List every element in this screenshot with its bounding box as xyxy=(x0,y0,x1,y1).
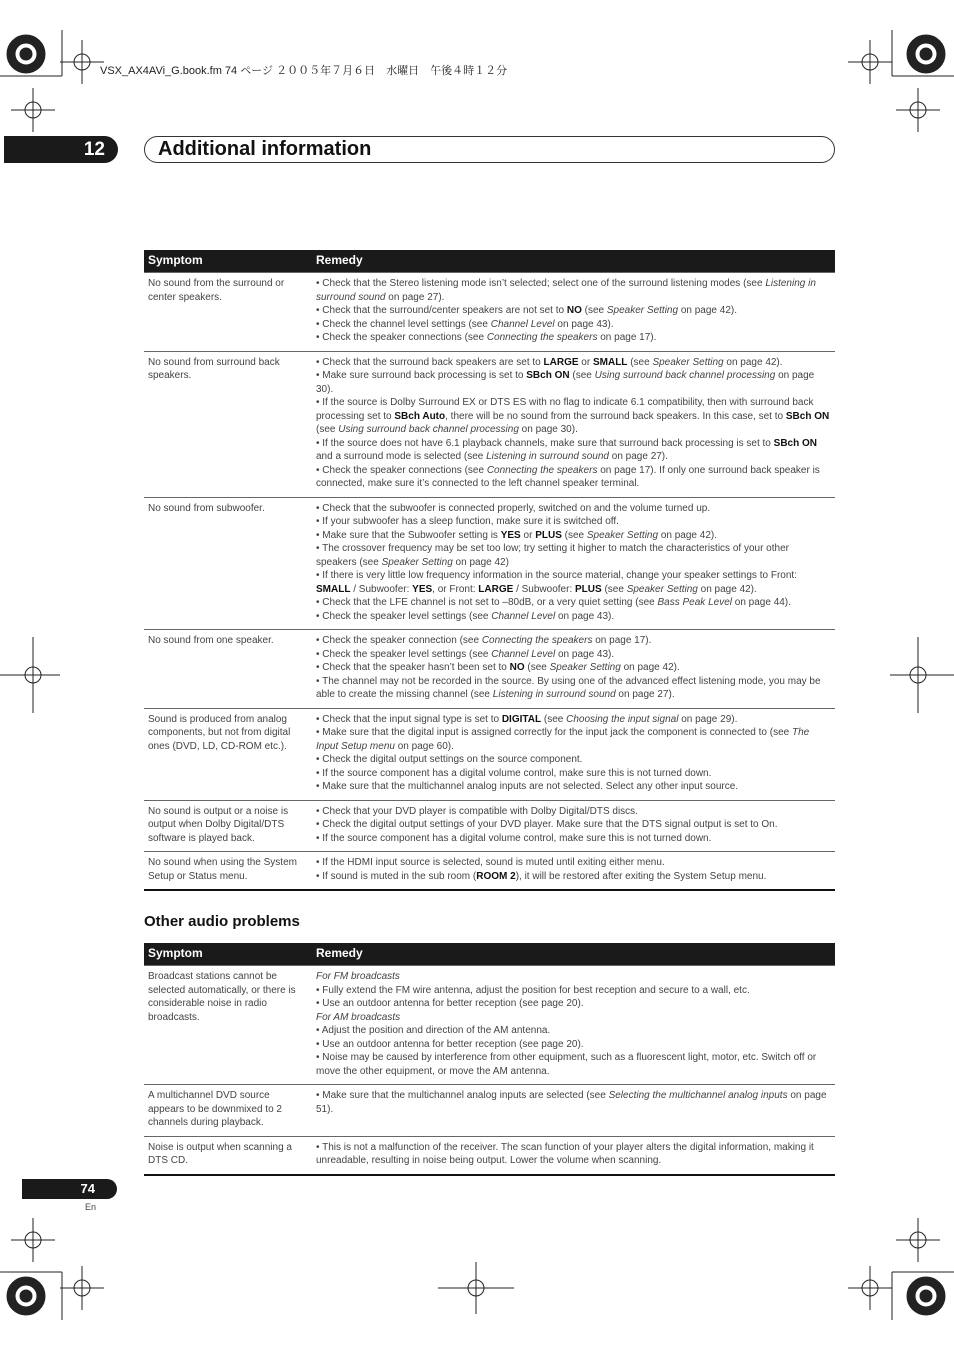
troubleshooting-table xyxy=(144,250,835,891)
remedy-cell xyxy=(312,708,835,800)
remedy-line: • Check the speaker level settings (see Channel Level on page 43). xyxy=(316,610,615,622)
table-row xyxy=(144,497,835,630)
table-header-row xyxy=(144,250,835,273)
chapter-number: 12 xyxy=(4,136,118,163)
remedy-line: • The crossover frequency may be set too low; try setting it higher to match the characteristics of your other speakers (see Speaker Setting on page 42) xyxy=(316,543,789,568)
remedy-line: • Check the digital output settings of your DVD player. Make sure that the DTS signal output is set to On. xyxy=(316,819,778,830)
remedy-line: • Adjust the position and direction of the AM antenna. xyxy=(316,1025,551,1036)
remedy-line: • Check the speaker connection (see Connecting the speakers on page 17). xyxy=(316,635,652,646)
chapter-title: Additional information xyxy=(158,138,372,160)
remedy-line: • Make sure that the digital input is assigned correctly for the input jack the component is connected to (see The Input Setup menu on page 60). xyxy=(316,727,810,752)
table-row xyxy=(144,800,835,852)
symptom-cell: Noise is output when scanning a DTS CD. xyxy=(144,1136,312,1175)
remedy-line: • Use an outdoor antenna for better reception (see page 20). xyxy=(316,998,584,1009)
symptom-cell: No sound is output or a noise is output when Dolby Digital/DTS software is played back. xyxy=(144,800,312,852)
remedy-line: • If the source component has a digital volume control, make sure this is not turned down. xyxy=(316,767,712,779)
remedy-line: • The channel may not be recorded in the source. By using one of the advanced effect listening mode, you may be able to create the missing channel (see Listening in surround sound on page 27). xyxy=(316,675,821,700)
remedy-line: • Check that the surround/center speakers are not set to NO (see Speaker Setting on page 42). xyxy=(316,305,737,316)
remedy-line: • If there is very little low frequency information in the source material, change your speaker settings to Front: SMALL / Subwoofer: YES, or Front: LARGE / Subwoofer: PLUS (see Speaker Setting on page 42). xyxy=(316,570,797,595)
remedy-line: • Check that the Stereo listening mode isn’t selected; select one of the surround listening modes (see Listening in surround sound on page 27). xyxy=(316,278,816,303)
remedy-line: • Use an outdoor antenna for better reception (see page 20). xyxy=(316,1038,584,1050)
remedy-line: • Check that your DVD player is compatible with Dolby Digital/DTS discs. xyxy=(316,805,638,817)
table-row xyxy=(144,852,835,891)
remedy-line: • If the source is Dolby Surround EX or DTS ES with no flag to indicate 6.1 compatibility, then with surround back processing set to SBch Auto, there will be no sound from the surround back speakers. In this case, set to SBch ON (see Using surround back channel processing on page 30). xyxy=(316,397,830,435)
symptom-cell: No sound from subwoofer. xyxy=(144,497,312,630)
remedy-cell xyxy=(312,630,835,709)
page-number: 74 xyxy=(22,1179,117,1199)
table-row xyxy=(144,1136,835,1175)
remedy-cell xyxy=(312,966,835,1085)
remedy-line: For AM broadcasts xyxy=(316,1011,401,1023)
remedy-line: • If the source component has a digital volume control, make sure this is not turned down. xyxy=(316,832,712,844)
section-heading: Other audio problems xyxy=(144,913,300,930)
remedy-cell xyxy=(312,273,835,352)
remedy-line: • If the source does not have 6.1 playback channels, make sure that surround back processing is set to SBch ON and a surround mode is selected (see Listening in surround sound on page 27). xyxy=(316,437,817,462)
page-language: En xyxy=(85,1202,97,1212)
remedy-cell xyxy=(312,1136,835,1175)
remedy-cell xyxy=(312,852,835,891)
remedy-line: • Check the speaker level settings (see Channel Level on page 43). xyxy=(316,648,615,660)
symptom-cell: A multichannel DVD source appears to be downmixed to 2 channels during playback. xyxy=(144,1085,312,1137)
remedy-line: • Check the speaker connections (see Connecting the speakers on page 17). xyxy=(316,332,657,343)
remedy-cell xyxy=(312,800,835,852)
remedy-line: • If sound is muted in the sub room (ROOM 2), it will be restored after exiting the System Setup menu. xyxy=(316,870,767,882)
remedy-line: • Check the speaker connections (see Connecting the speakers on page 17). If only one surround back speaker is connected, make sure it’s connected to the left channel speaker terminal. xyxy=(316,464,820,489)
remedy-cell xyxy=(312,497,835,630)
remedy-line: • Check the digital output settings on the source component. xyxy=(316,754,583,765)
symptom-header: Symptom xyxy=(144,250,312,273)
other-audio-table xyxy=(144,943,835,1176)
remedy-line: • If your subwoofer has a sleep function, make sure it is switched off. xyxy=(316,516,619,527)
remedy-line: • Noise may be caused by interference from other equipment, such as a fluorescent light, motor, etc. Switch off or move the other equipment, or move the AM antenna. xyxy=(316,1052,817,1077)
symptom-cell: No sound from one speaker. xyxy=(144,630,312,709)
remedy-line: • Check that the surround back speakers are set to LARGE or SMALL (see Speaker Setting on page 42). xyxy=(316,356,783,368)
table-row xyxy=(144,630,835,709)
symptom-cell: Sound is produced from analog components, but not from digital ones (DVD, LD, CD-ROM etc.). xyxy=(144,708,312,800)
symptom-cell: Broadcast stations cannot be selected automatically, or there is considerable noise in radio broadcasts. xyxy=(144,966,312,1085)
remedy-line: • Check the channel level settings (see Channel Level on page 43). xyxy=(316,318,614,330)
remedy-line: • Check that the LFE channel is not set to –80dB, or a very quiet setting (see Bass Peak Level on page 44). xyxy=(316,597,791,608)
table-row xyxy=(144,273,835,352)
remedy-line: • Check that the speaker hasn’t been set to NO (see Speaker Setting on page 42). xyxy=(316,662,680,673)
remedy-header: Remedy xyxy=(312,250,835,273)
remedy-line: For FM broadcasts xyxy=(316,971,400,982)
symptom-cell: No sound from surround back speakers. xyxy=(144,351,312,497)
remedy-line: • Make sure that the multichannel analog inputs are not selected. Select any other input source. xyxy=(316,781,739,792)
remedy-line: • Make sure surround back processing is set to SBch ON (see Using surround back channel processing on page 30). xyxy=(316,370,815,395)
table-row xyxy=(144,1085,835,1137)
remedy-cell xyxy=(312,351,835,497)
remedy-line: • Make sure that the Subwoofer setting is YES or PLUS (see Speaker Setting on page 42). xyxy=(316,529,717,541)
remedy-line: • Check that the input signal type is set to DIGITAL (see Choosing the input signal on page 29). xyxy=(316,713,738,725)
remedy-cell xyxy=(312,1085,835,1137)
remedy-line: • Check that the subwoofer is connected properly, switched on and the volume turned up. xyxy=(316,502,711,514)
table-row xyxy=(144,966,835,1085)
table-row xyxy=(144,351,835,497)
file-header: VSX_AX4AVi_G.book.fm 74 ページ ２００５年７月６日 水曜日 午後４時１２分 xyxy=(100,65,508,77)
remedy-header: Remedy xyxy=(312,943,835,966)
remedy-line: • If the HDMI input source is selected, sound is muted until exiting either menu. xyxy=(316,857,665,868)
symptom-header: Symptom xyxy=(144,943,312,966)
table-row xyxy=(144,708,835,800)
remedy-line: • Fully extend the FM wire antenna, adjust the position for best reception and secure to a wall, etc. xyxy=(316,984,750,996)
symptom-cell: No sound from the surround or center speakers. xyxy=(144,273,312,352)
symptom-cell: No sound when using the System Setup or Status menu. xyxy=(144,852,312,891)
remedy-line: • Make sure that the multichannel analog inputs are selected (see Selecting the multichannel analog inputs on page 51). xyxy=(316,1090,827,1115)
remedy-line: • This is not a malfunction of the receiver. The scan function of your player alters the digital information, making it unreadable, resulting in noise being output. Lower the volume when scanning. xyxy=(316,1141,814,1166)
table-header-row xyxy=(144,943,835,966)
